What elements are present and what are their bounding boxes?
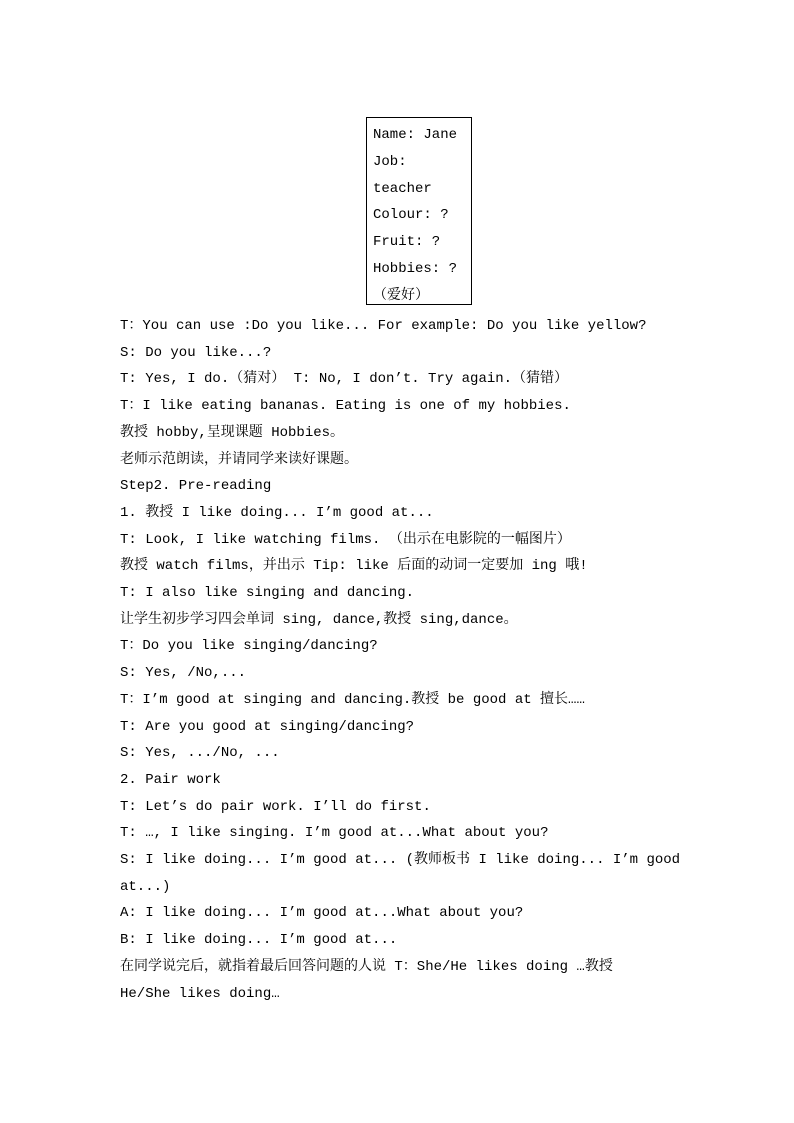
lesson-heading: Step2. Pre-reading [120,478,272,495]
lesson-line: S: Yes, .../No, ... [120,745,280,762]
lesson-line: T：I like eating bananas. Eating is one of my hobbies. [120,398,571,415]
lesson-line: 1. 教授 I like doing... I’m good at... [120,504,434,521]
profile-job-value: teacher [373,180,432,197]
lesson-line: T：Do you like singing/dancing? [120,638,378,655]
lesson-line: S: Do you like...? [120,344,272,361]
lesson-line: 老师示范朗读，并请同学来读好课题。 [120,451,358,468]
lesson-heading: 2. Pair work [120,771,221,788]
profile-name: Name: Jane [373,127,458,143]
lesson-line: at...) [120,878,171,895]
lesson-line: T: I also like singing and dancing. [120,585,415,602]
lesson-line: T: Look, I like watching films. （出示在电影院的一幅图片） [120,531,571,548]
profile-colour: Colour: ? [373,207,449,224]
lesson-line: T: Are you good at singing/dancing? [120,718,415,735]
lesson-line: S: I like doing... I’m good at... (教师板书 I like doing... I’m good [120,852,681,869]
lesson-line: T: Yes, I do.（猜对） T: No, I don’t. Try again.（猜错） [120,371,569,388]
lesson-line: B: I like doing... I’m good at... [120,932,398,949]
lesson-line: T: …, I like singing. I’m good at...What about you? [120,825,549,842]
lesson-line: S: Yes, /No,... [120,665,247,682]
lesson-line: 教授 watch films，并出示 Tip: like 后面的动词一定要加 ing 哦! [120,558,588,575]
lesson-line: T：You can use :Do you like... For example: Do you like yellow? [120,318,647,334]
profile-card [366,117,472,305]
lesson-line: He/She likes doing… [120,985,280,1002]
lesson-line: A: I like doing... I’m good at...What about you? [120,905,524,922]
profile-job-label: Job: [373,153,407,170]
lesson-line: 让学生初步学习四会单词 sing, dance,教授 sing,dance。 [120,611,518,628]
lesson-text [120,313,680,1007]
lesson-line: T: Let’s do pair work. I’ll do first. [120,798,431,815]
profile-hobbies: Hobbies: ? [373,260,458,277]
lesson-line: T：I’m good at singing and dancing.教授 be good at 擅长…… [120,691,585,708]
lesson-line: 在同学说完后，就指着最后回答问题的人说 T：She/He likes doing …教授 [120,958,613,975]
profile-fruit: Fruit: ? [373,234,441,251]
lesson-line: 教授 hobby,呈现课题 Hobbies。 [120,424,345,441]
profile-hobbies-note: （爱好） [373,287,429,304]
